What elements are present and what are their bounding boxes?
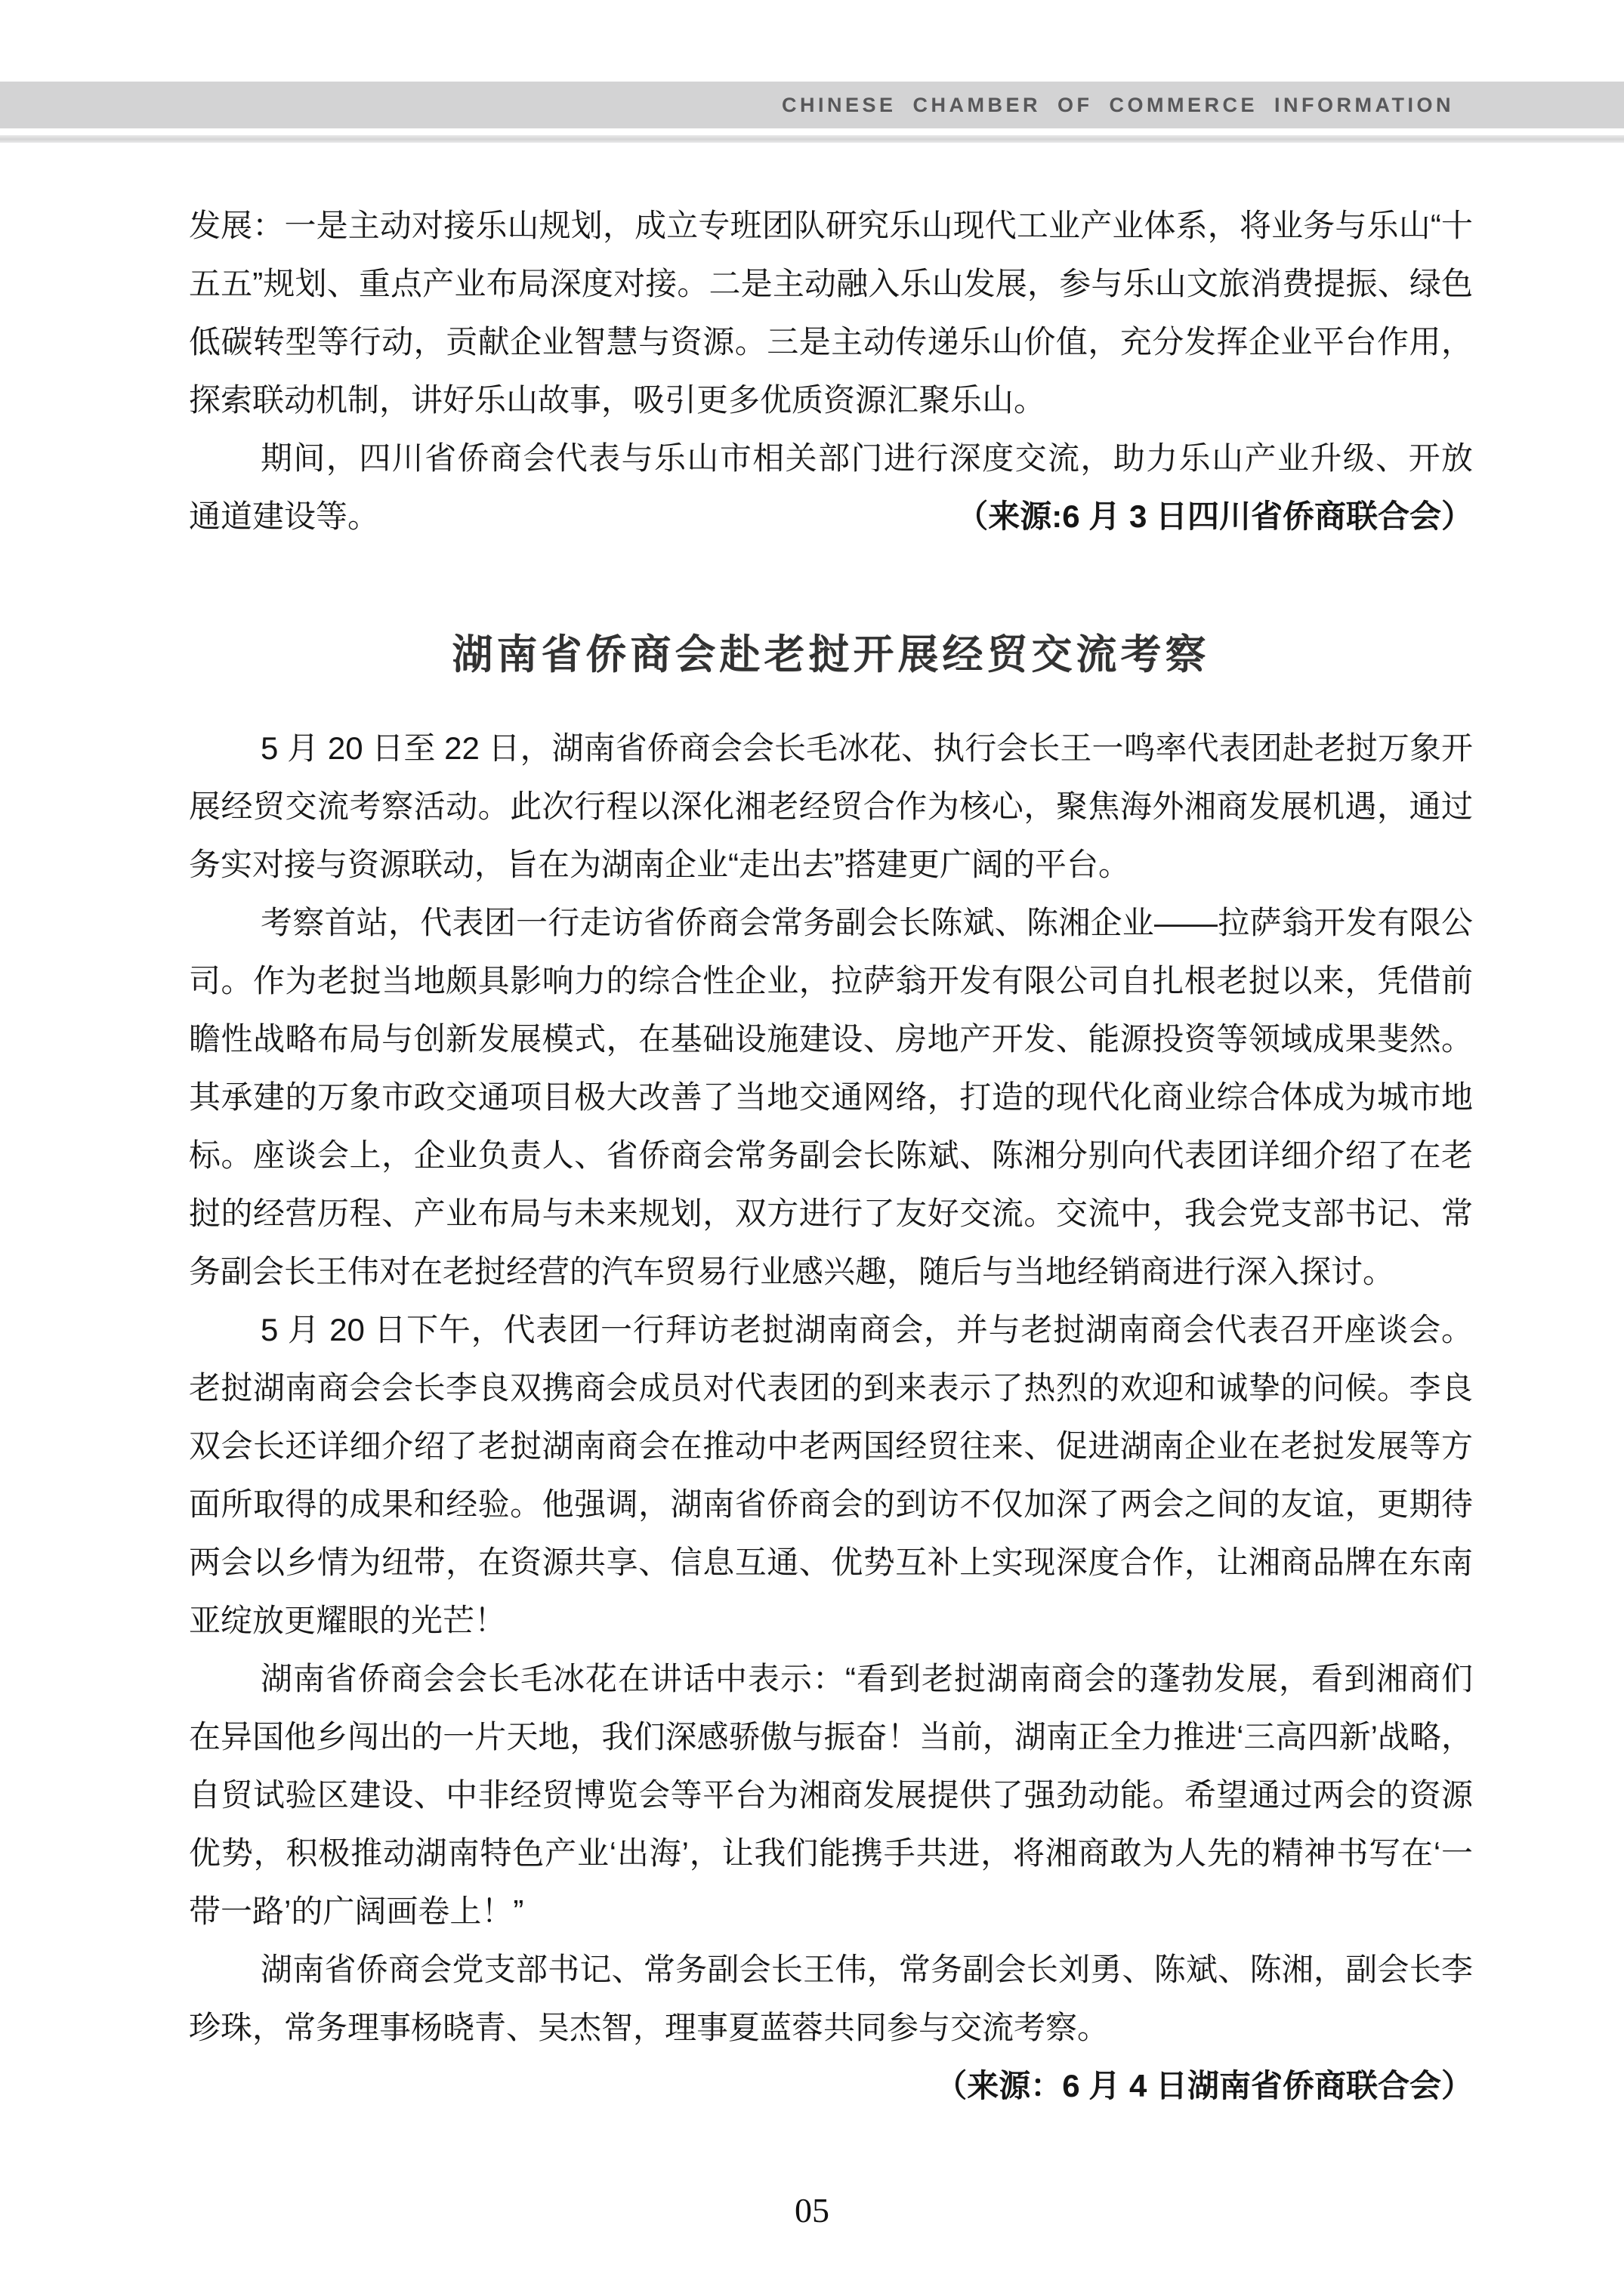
- article-paragraph: 5 月 20 日至 22 日，湖南省侨商会会长毛冰花、执行会长王一鸣率代表团赴老挝万象开展经贸交流考察活动。此次行程以深化湘老经贸合作为核心，聚焦海外湘商发展机遇，通过务实对接与资源联动，旨在为湖南企业“走出去”搭建更广阔的平台。: [189, 730, 1473, 882]
- prev-article-closing-line: [189, 487, 1473, 545]
- page-number: 05: [795, 2191, 829, 2230]
- article-paragraph: 5 月 20 日下午，代表团一行拜访老挝湖南商会，并与老挝湖南商会代表召开座谈会。老挝湖南商会会长李良双携商会成员对代表团的到来表示了热烈的欢迎和诚挚的问候。李良双会长还详细介绍了老挝湖南商会在推动中老两国经贸往来、促进湖南企业在老挝发展等方面所取得的成果和经验。他强调，湖南省侨商会的到访不仅加深了两会之间的友谊，更期待两会以乡情为纽带，在资源共享、信息互通、优势互补上实现深度合作，让湘商品牌在东南亚绽放更耀眼的光芒！: [189, 1312, 1473, 1638]
- article-body: [189, 196, 1473, 2115]
- prev-article-paragraph-continuation: 发展：一是主动对接乐山规划，成立专班团队研究乐山现代工业产业体系，将业务与乐山“十五五”规划、重点产业布局深度对接。二是主动融入乐山发展，参与乐山文旅消费提振、绿色低碳转型等行动，贡献企业智慧与资源。三是主动传递乐山价值，充分发挥企业平台作用，探索联动机制，讲好乐山故事，吸引更多优质资源汇聚乐山。: [189, 208, 1473, 418]
- header-banner-text: CHINESE CHAMBER OF COMMERCE INFORMATION: [782, 93, 1454, 116]
- article-paragraph: 湖南省侨商会会长毛冰花在讲话中表示：“看到老挝湖南商会的蓬勃发展，看到湘商们在异国他乡闯出的一片天地，我们深感骄傲与振奋！当前，湖南正全力推进‘三高四新’战略，自贸试验区建设、中非经贸博览会等平台为湘商发展提供了强劲动能。希望通过两会的资源优势，积极推动湖南特色产业‘出海’，让我们能携手共进，将湘商敢为人先的精神书写在‘一带一路’的广阔画卷上！”: [189, 1661, 1473, 1929]
- header-banner-bar: [0, 82, 1624, 128]
- article-paragraph: 考察首站，代表团一行走访省侨商会常务副会长陈斌、陈湘企业——拉萨翁开发有限公司。作为老挝当地颇具影响力的综合性企业，拉萨翁开发有限公司自扎根老挝以来，凭借前瞻性战略布局与创新发展模式，在基础设施建设、房地产开发、能源投资等领域成果斐然。其承建的万象市政交通项目极大改善了当地交通网络，打造的现代化商业综合体成为城市地标。座谈会上，企业负责人、省侨商会常务副会长陈斌、陈湘分别向代表团详细介绍了在老挝的经营历程、产业布局与未来规划，双方进行了友好交流。交流中，我会党支部书记、常务副会长王伟对在老挝经营的汽车贸易行业感兴趣，随后与当地经销商进行深入探讨。: [189, 905, 1473, 1289]
- article-source-attribution: （来源：6 月 4 日湖南省侨商联合会）: [935, 2068, 1473, 2103]
- article-paragraph: 湖南省侨商会党支部书记、常务副会长王伟，常务副会长刘勇、陈斌、陈湘，副会长李珍珠，常务理事杨晓青、吴杰智，理事夏蓝蓉共同参与交流考察。: [189, 1952, 1473, 2045]
- article-title: 湖南省侨商会赴老挝开展经贸交流考察: [452, 632, 1210, 677]
- prev-article-source-attribution: （来源:6 月 3 日四川省侨商联合会）: [956, 498, 1473, 534]
- prev-article-paragraph: 期间，四川省侨商会代表与乐山市相关部门进行深度交流，助力乐山产业升级、开放: [261, 440, 1473, 476]
- prev-article-closing-text: 通道建设等。: [189, 498, 380, 534]
- header-rule-bar: [0, 135, 1624, 143]
